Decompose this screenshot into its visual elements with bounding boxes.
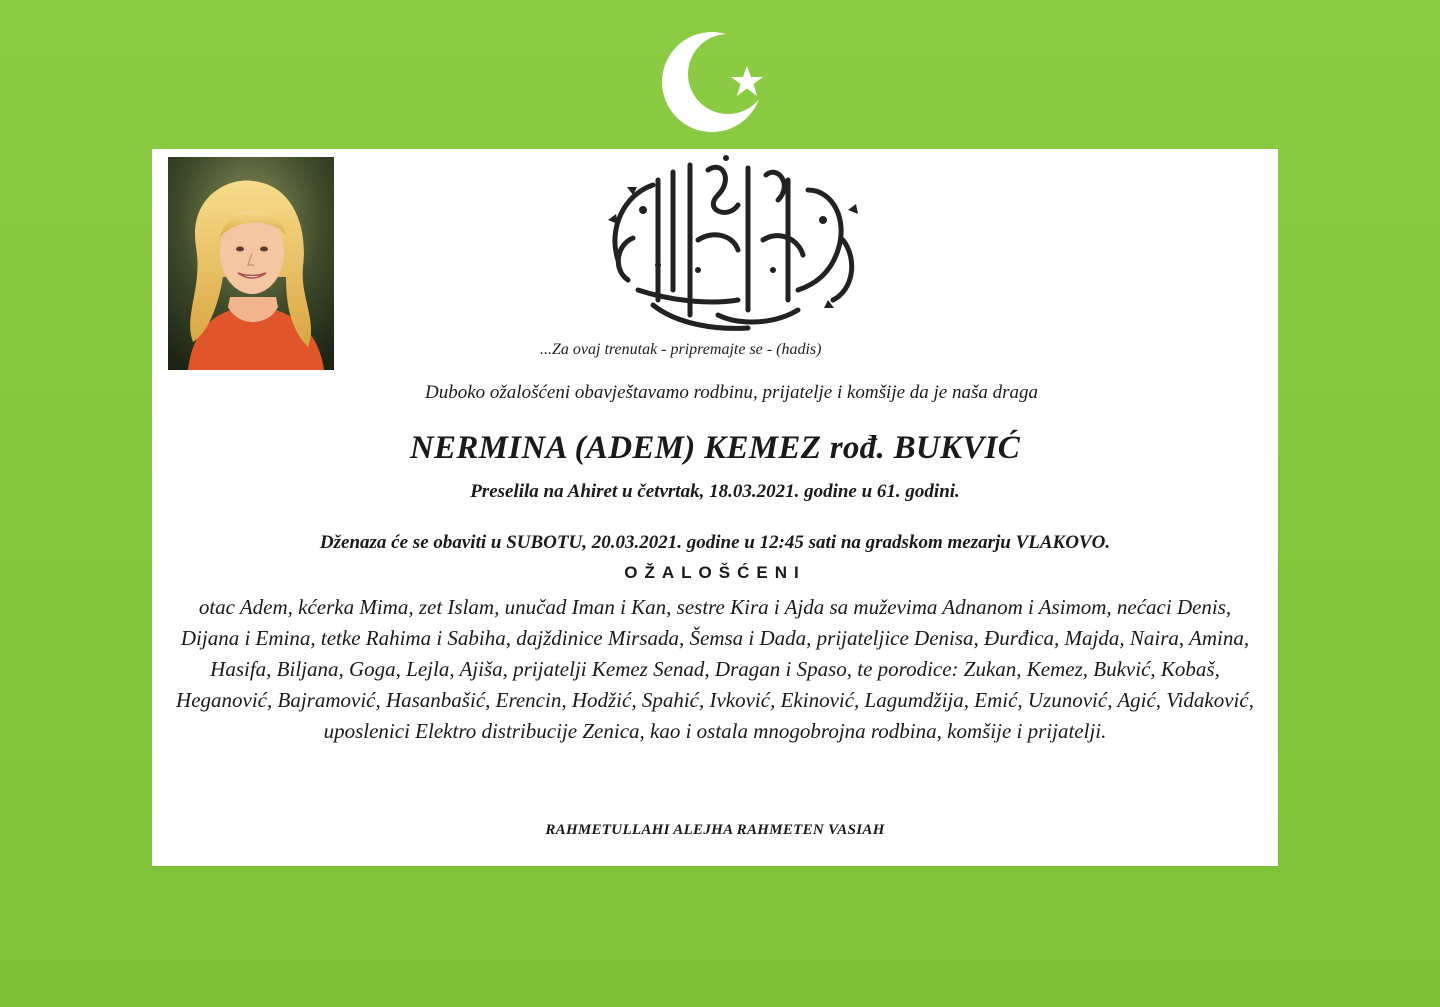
funeral-details: Dženaza će se obaviti u SUBOTU, 20.03.2021. godine u 12:45 sati na gradskom mezarju VLAKOVO. <box>319 532 1111 553</box>
passing-date: Preselila na Ahiret u četvrtak, 18.03.2021. godine u 61. godini. <box>470 481 960 502</box>
crescent-star-icon <box>655 24 775 144</box>
portrait-photo <box>168 157 334 370</box>
deceased-name: NERMINA (ADEM) KEMEZ rođ. BUKVIĆ <box>409 430 1021 466</box>
mourners-list: otac Adem, kćerka Mima, zet Islam, unučad Iman i Kan, sestre Kira i Ajda sa muževima Adnanom i Asimom, nećaci Denis, Dijana i Emina, tetke Rahima i Sabiha, dajždinice Mirsada, Šemsa i Dada, prijateljice Denisa, Đurđica, Majda, Naira, Amina, Hasifa, Biljana, Goga, Lejla, Ajiša, prijatelji Kemez Senad, Dragan i Spaso, te porodice: Zukan, Kemez, Bukvić, Kobaš, Heganović, Bajramović, Hasanbašić, Erencin, Hodžić, Spahić, Ivković, Ekinović, Lagumdžija, Emić, Uzunović, Agić, Vidaković, uposlenici Elektro distribucije Zenica, kao i ostala mnogobrojna rodbina, komšije i prijatelji. <box>176 595 1254 743</box>
hadith-quote: ...Za ovaj trenutak - pripremajte se - (hadis) <box>540 341 822 358</box>
intro-text: Duboko ožalošćeni obavještavamo rodbinu, prijatelje i komšije da je naša draga <box>425 382 1039 403</box>
closing-prayer: RAHMETULLAHI ALEJHA RAHMETEN VASIAH <box>545 822 885 838</box>
mourners-heading: OŽALOŠĆENI <box>624 563 806 582</box>
arabic-calligraphy-icon <box>598 150 866 340</box>
